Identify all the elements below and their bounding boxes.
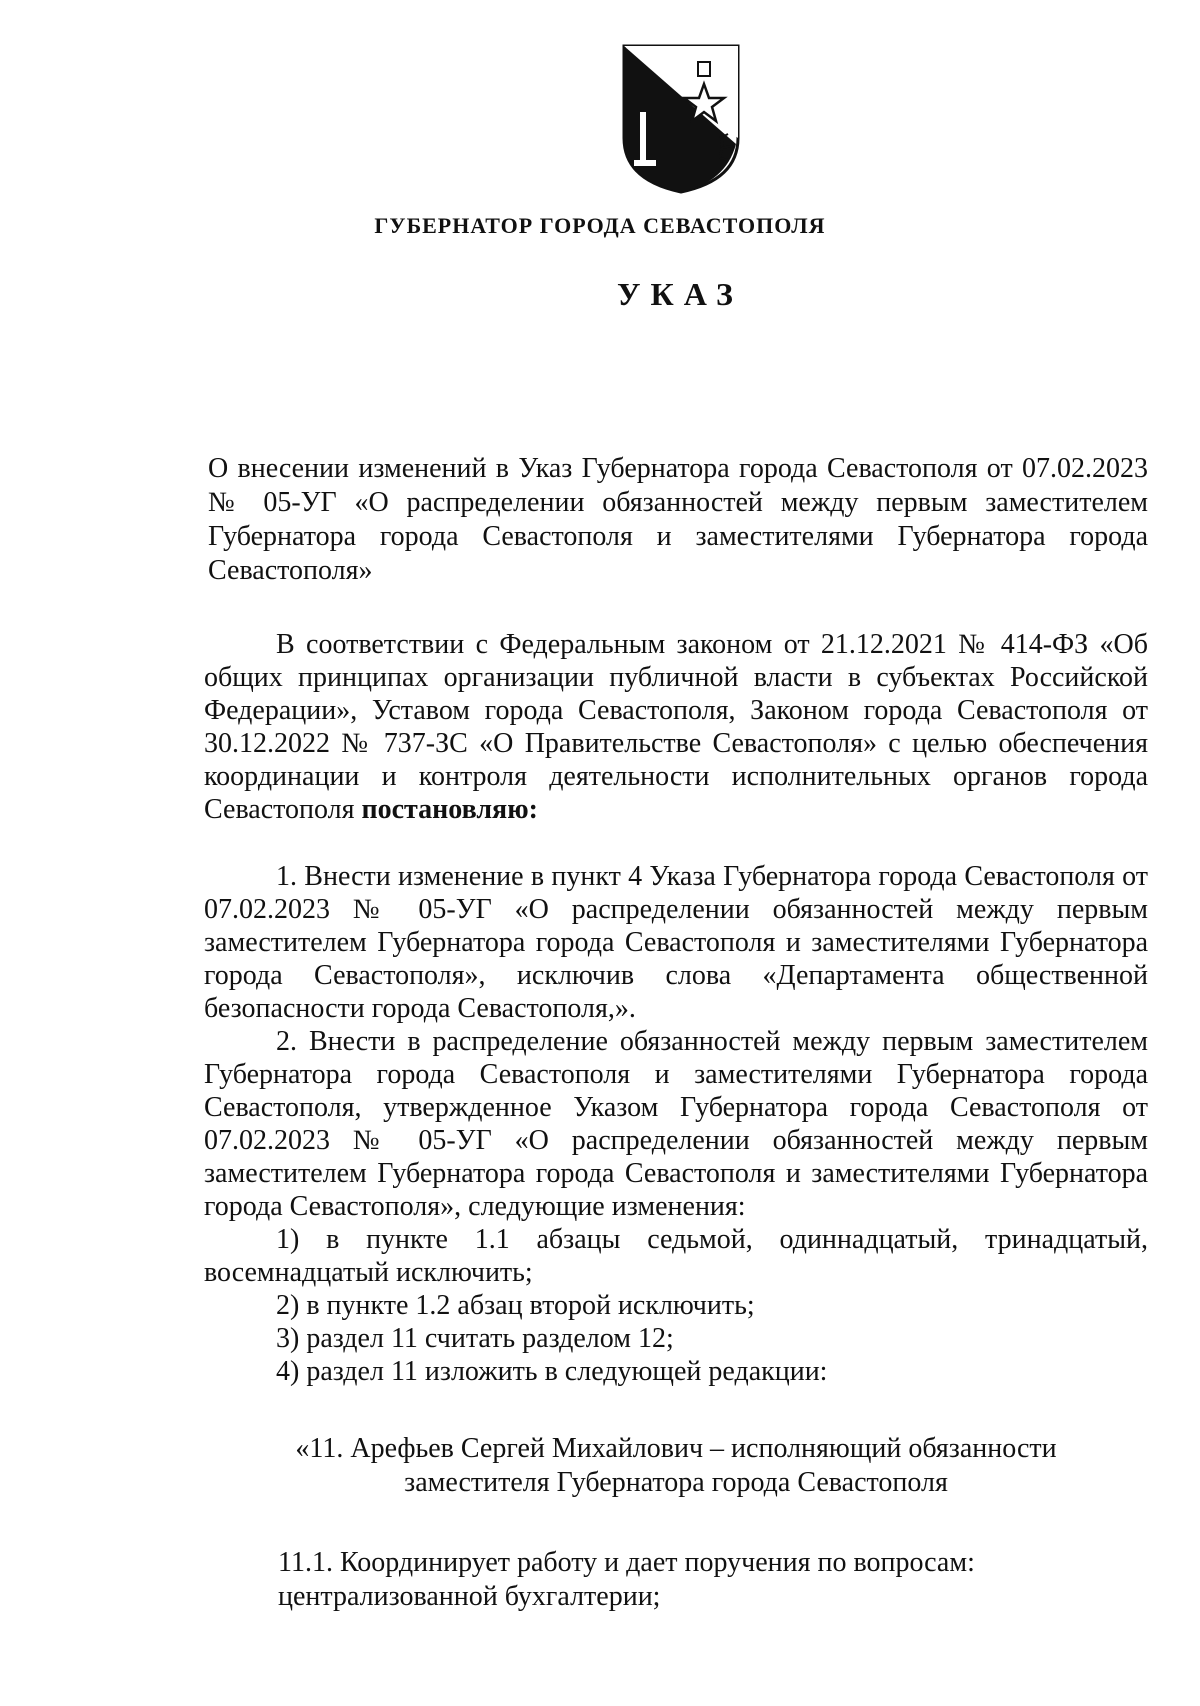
subitem-3: 3) раздел 11 считать разделом 12; — [276, 1323, 674, 1354]
preamble-paragraph — [204, 628, 1148, 826]
decree-title: О внесении изменений в Указ Губернатора города Севастополя от 07.02.2023 № 05-УГ «О распределении обязанностей между первым заместителем Губернатора города Севастополя и заместителями Губернатора города Севастополя» — [208, 453, 1148, 586]
section-heading-line-1: «11. Арефьев Сергей Михайлович – исполняющий обязанности — [295, 1433, 1057, 1464]
section-heading-line-2: заместителя Губернатора города Севастополя — [404, 1467, 948, 1498]
section-line-1: 11.1. Координирует работу и дает поручения по вопросам: — [278, 1547, 975, 1578]
item-2: 2. Внести в распределение обязанностей между первым заместителем Губернатора города Севастополя и заместителями Губернатора города Севастополя, утвержденное Указом Губернатора города Севастополя от 07.02.2023 № 05-УГ «О распределении обязанностей между первым заместителем Губернатора города Севастополя и заместителями Губернатора города Севастополя», следующие изменения: — [204, 1026, 1148, 1222]
sevastopol-coat-of-arms-icon — [616, 40, 746, 195]
preamble-text: В соответствии с Федеральным законом от 21.12.2021 № 414-ФЗ «Об общих принципах организации публичной власти в субъектах Российской Федерации», Уставом города Севастополя, Законом города Севастополя от 30.12.2022 № 737-ЗС «О Правительстве Севастополя» с целью обеспечения координации и контроля деятельности исполнительных органов города Севастополя — [204, 629, 1148, 825]
item-1: 1. Внести изменение в пункт 4 Указа Губернатора города Севастополя от 07.02.2023 № 05-УГ «О распределении обязанностей между первым заместителем Губернатора города Севастополя и заместителями Губернатора города Севастополя», исключив слова «Департамента общественной безопасности города Севастополя,». — [204, 861, 1148, 1024]
paragraph-gap — [204, 826, 1148, 860]
section-body — [278, 1546, 1148, 1614]
decree-body — [204, 628, 1148, 1388]
subitem-4: 4) раздел 11 изложить в следующей редакции: — [276, 1356, 828, 1387]
issuer-title: ГУБЕРНАТОР ГОРОДА СЕВАСТОПОЛЯ — [374, 213, 826, 238]
section-heading — [204, 1432, 1148, 1500]
subitem-1: 1) в пункте 1.1 абзацы седьмой, одиннадцатый, тринадцатый, восемнадцатый исключить; — [204, 1224, 1148, 1288]
decree-word: постановляю: — [361, 794, 538, 825]
section-line-2: централизованной бухгалтерии; — [278, 1581, 661, 1612]
document-type: УКАЗ — [617, 276, 743, 312]
subitem-2: 2) в пункте 1.2 абзац второй исключить; — [276, 1290, 755, 1321]
